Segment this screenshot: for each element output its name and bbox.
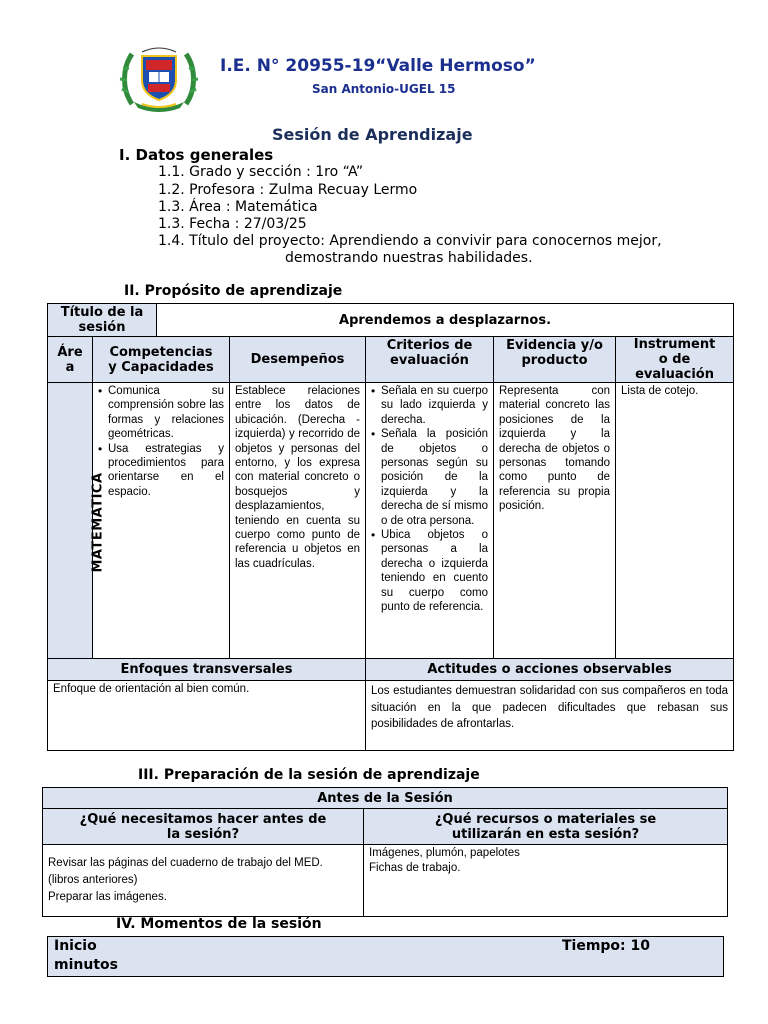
- datos-grado: 1.1. Grado y sección : 1ro “A”: [158, 164, 364, 180]
- datos-proyecto-continuation: demostrando nuestras habilidades.: [285, 250, 533, 266]
- area-cell-matematica: MATEMATICA: [48, 383, 93, 659]
- section-momentos-heading: IV. Momentos de la sesión: [116, 916, 322, 932]
- col-header-instrumento: Instrument o de evaluación: [616, 337, 734, 383]
- datos-area: 1.3. Área : Matemática: [158, 199, 318, 215]
- tiempo-label: Tiempo: 10: [561, 938, 650, 954]
- evidencia-cell: Representa con material concreto las posiciones de la izquierda y la derecha de objetos o personas tomando como punto de referencia su propia posición.: [494, 383, 616, 659]
- proposito-table: [47, 303, 734, 751]
- enfoques-header: Enfoques transversales: [48, 659, 366, 681]
- que-hacer-cell: Revisar las páginas del cuaderno de trabajo del MED. (libros anteriores) Preparar las imágenes.: [43, 845, 364, 917]
- actitudes-value: Los estudiantes demuestran solidaridad con sus compañeros en toda situación en la que padecen dificultades que rebasan sus posibilidades de afrontarlas.: [366, 681, 734, 751]
- instrumento-cell: Lista de cotejo.: [616, 383, 734, 659]
- enfoque-value: Enfoque de orientación al bien común.: [48, 681, 366, 751]
- col-header-criterios: Criterios de evaluación: [366, 337, 494, 383]
- criterio-item: • Ubica objetos o personas a la derecha o izquierda teniendo en cuento su cuerpo como punto de referencia.: [371, 528, 488, 614]
- actitudes-header: Actitudes o acciones observables: [366, 659, 734, 681]
- col-header-desempenos: Desempeños: [230, 337, 366, 383]
- section-datos-generales-heading: I. Datos generales: [119, 146, 274, 164]
- institution-name: I.E. N° 20955-19“Valle Hermoso”: [220, 56, 536, 76]
- competencia-item: • Comunica su comprensión sobre las formas y relaciones geométricas.: [98, 384, 224, 442]
- col-header-area: Áre a: [48, 337, 93, 383]
- momentos-table: [47, 936, 724, 977]
- desempenos-cell: Establece relaciones entre los datos de ubicación. (Derecha - izquierda) y recorrido de objetos y personas del entorno, y los expresa con material concreto o bosquejos y desplazamientos, teniendo en cuenta su cuerpo como punto de referencia u objetos en las cuadrículas.: [230, 383, 366, 659]
- preparacion-table: [42, 787, 728, 917]
- col-header-evidencia: Evidencia y/o producto: [494, 337, 616, 383]
- session-title-label: Título de la sesión: [48, 304, 157, 337]
- que-recursos-header: ¿Qué recursos o materiales se utilizarán en esta sesión?: [364, 809, 728, 845]
- session-title-value: Aprendemos a desplazarnos.: [157, 304, 734, 337]
- school-crest-logo: [118, 42, 200, 112]
- inicio-row: [48, 937, 724, 977]
- antes-de-la-sesion-header: Antes de la Sesión: [43, 788, 728, 809]
- col-header-competencias: Competencias y Capacidades: [93, 337, 230, 383]
- recursos-cell: Imágenes, plumón, papelotes Fichas de trabajo.: [364, 845, 728, 917]
- criterio-item: • Señala la posición de objetos o personas según su posición de la izquierda y la derecha de sí mismo o de otra persona.: [371, 427, 488, 528]
- criterios-cell: [366, 383, 494, 659]
- minutos-label: minutos: [54, 957, 118, 973]
- datos-profesora: 1.2. Profesora : Zulma Recuay Lermo: [158, 182, 418, 198]
- criterio-item: • Señala en su cuerpo su lado izquierda y derecha.: [371, 384, 488, 427]
- institution-location: San Antonio-UGEL 15: [312, 82, 456, 96]
- datos-fecha: 1.3. Fecha : 27/03/25: [158, 216, 307, 232]
- inicio-label: Inicio: [54, 938, 97, 954]
- datos-proyecto: 1.4. Título del proyecto: Aprendiendo a convivir para conocernos mejor,: [158, 233, 662, 249]
- section-preparacion-heading: III. Preparación de la sesión de aprendizaje: [138, 767, 480, 783]
- document-title: Sesión de Aprendizaje: [272, 125, 473, 144]
- competencias-cell: [93, 383, 230, 659]
- que-hacer-header: ¿Qué necesitamos hacer antes de la sesión?: [43, 809, 364, 845]
- section-proposito-heading: II. Propósito de aprendizaje: [124, 283, 343, 299]
- competencia-item: • Usa estrategias y procedimientos para orientarse en el espacio.: [98, 442, 224, 500]
